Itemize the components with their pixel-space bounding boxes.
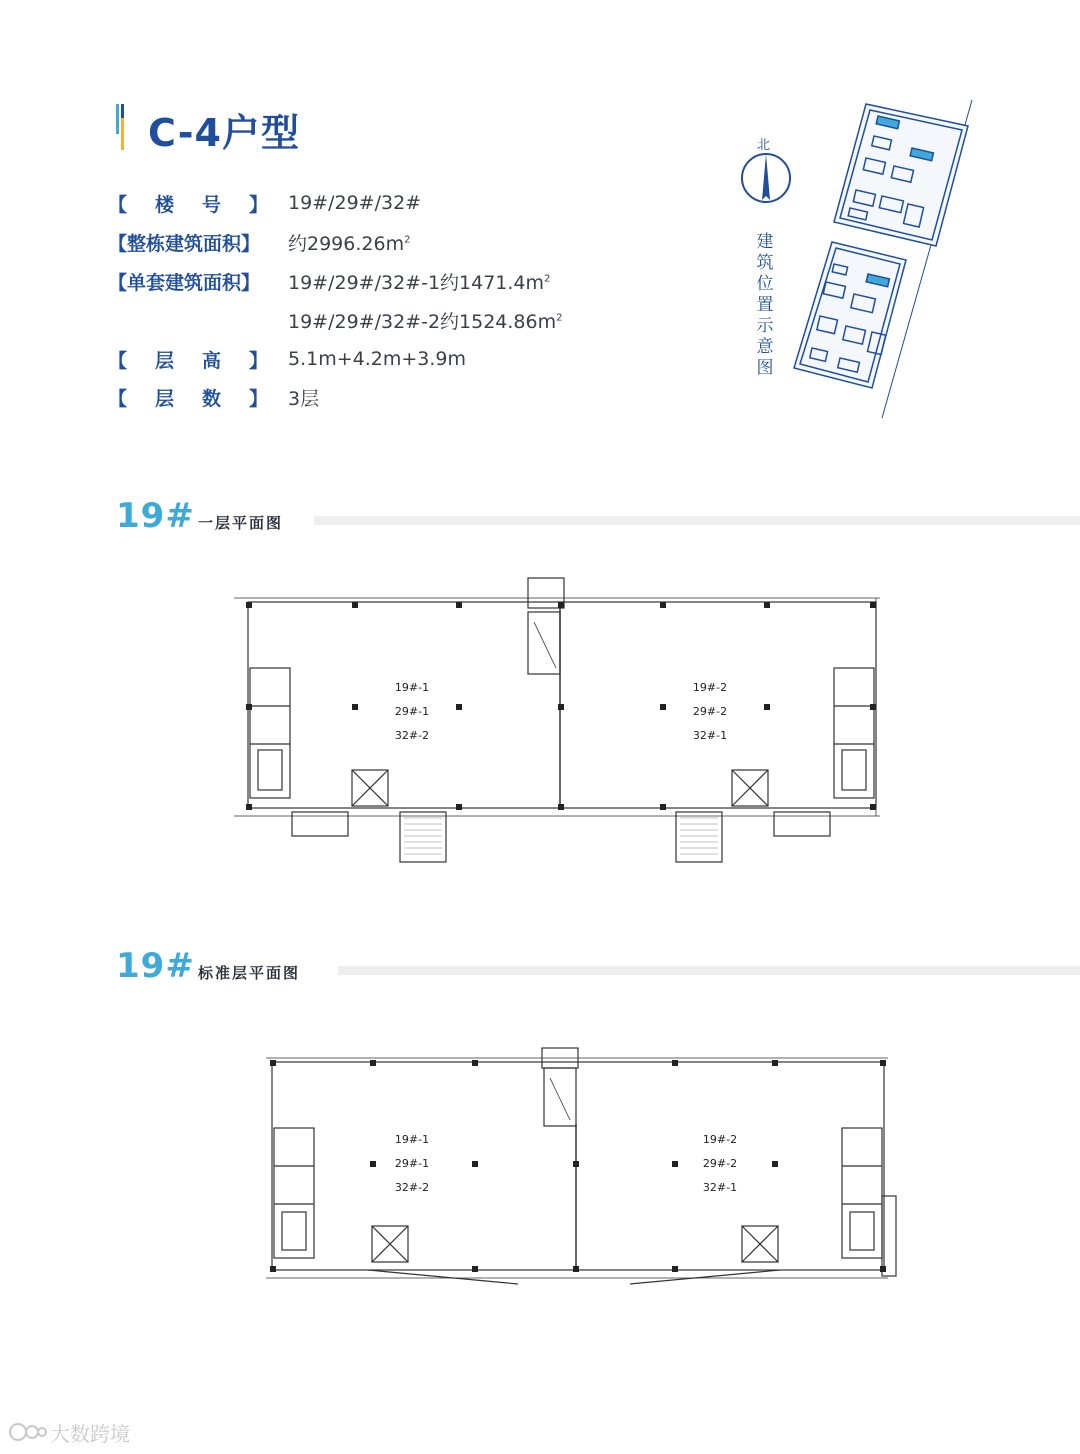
spec-label: 【整栋建筑面积】	[108, 232, 261, 255]
site-map-caption: 建筑位置示意图	[756, 232, 774, 378]
spec-row-floor-count	[108, 382, 319, 412]
spec-value: 3层	[288, 387, 320, 410]
section-name: 一层平面图	[198, 514, 284, 532]
spec-value: 19#/29#/32#-1约$1471.4m^2$	[288, 271, 551, 294]
spec-label: 【 层 高 】	[108, 349, 268, 372]
spec-label: 【 层 数 】	[108, 387, 268, 410]
standard-floor-plan	[260, 1044, 900, 1290]
spec-value: 5.1m+4.2m+3.9m	[288, 348, 467, 370]
spec-label: 【单套建筑面积】	[108, 271, 261, 294]
title-accent-bar	[121, 104, 124, 118]
watermark-logo-icon	[8, 1420, 48, 1444]
spec-row-total-area	[108, 227, 410, 257]
spec-value: 19#/29#/32#-2约$1524.86m^2$	[288, 310, 563, 333]
section-divider	[314, 516, 1080, 525]
watermark-text: 大数跨境	[50, 1422, 130, 1446]
spec-row-unit-area	[108, 266, 550, 296]
north-arrow-icon	[738, 150, 794, 206]
spec-row-unit-area-2	[108, 305, 563, 335]
spec-label: 【 楼 号 】	[108, 193, 268, 216]
title-accent-bar	[116, 104, 119, 134]
site-location-map	[790, 96, 990, 426]
unit-labels-right: 19#-2 29#-2 32#-1	[692, 681, 728, 742]
section-number: 19#	[116, 496, 195, 536]
title-accent-bar	[121, 118, 124, 150]
spec-row-building-no	[108, 188, 421, 218]
spec-row-floor-height	[108, 344, 466, 374]
unit-labels-left: 19#-1 29#-1 32#-2	[394, 1133, 430, 1194]
ground-floor-plan	[230, 572, 890, 868]
spec-value: 19#/29#/32#	[288, 192, 422, 214]
section-name: 标准层平面图	[198, 964, 301, 982]
north-label: 北	[757, 138, 771, 153]
spec-value: 约$2996.26m^2$	[288, 232, 411, 255]
unit-labels-left: 19#-1 29#-1 32#-2	[394, 681, 430, 742]
section-divider	[338, 966, 1080, 975]
section-number: 19#	[116, 946, 195, 986]
page-title: C-4户型	[148, 111, 300, 155]
unit-labels-right: 19#-2 29#-2 32#-1	[702, 1133, 738, 1194]
